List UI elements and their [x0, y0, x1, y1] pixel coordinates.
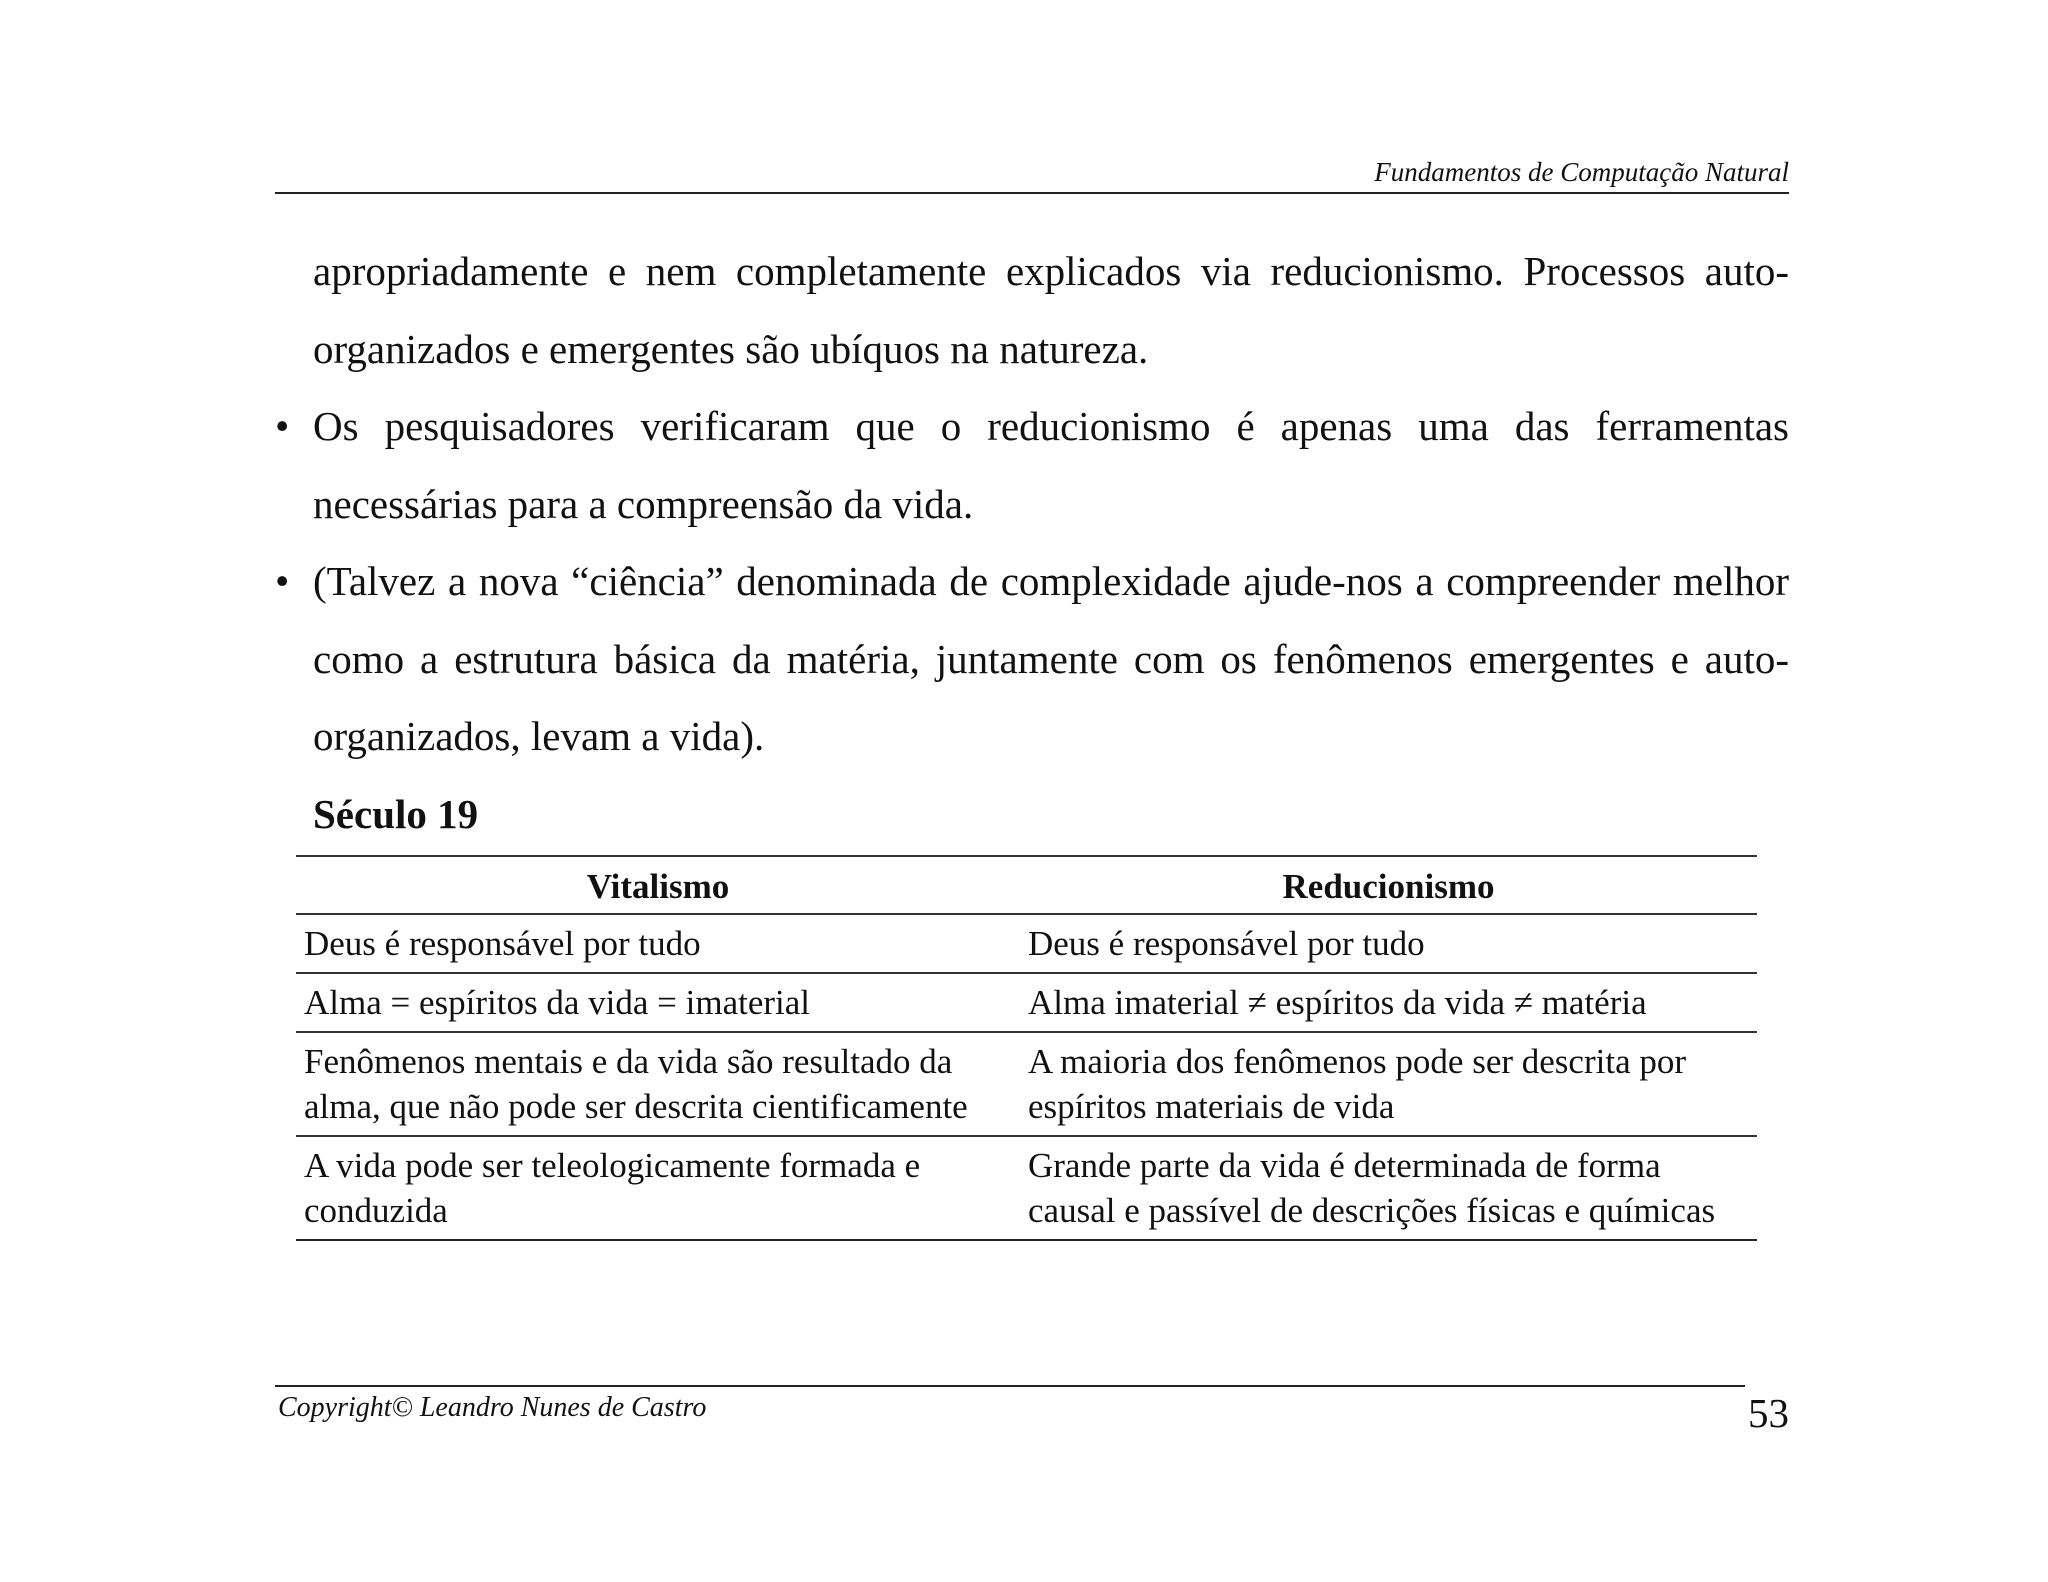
column-header: Reducionismo — [1020, 856, 1757, 914]
table-header-row — [296, 856, 1757, 914]
running-header: Fundamentos de Computação Natural — [1374, 157, 1789, 187]
table-cell: Deus é responsável por tudo — [1020, 914, 1757, 973]
bullet-item — [275, 543, 1789, 776]
bullet-text: Os pesquisadores verificaram que o reducionismo é apenas uma das ferramentas necessárias para a compreensão da vida. — [313, 403, 1789, 527]
table-cell: Alma imaterial ≠ espíritos da vida ≠ matéria — [1020, 973, 1757, 1032]
table-cell: Deus é responsável por tudo — [296, 914, 1020, 973]
bullet-item — [275, 388, 1789, 543]
column-header: Vitalismo — [296, 856, 1020, 914]
bullet-icon: • — [275, 558, 290, 604]
body-text — [275, 233, 1789, 853]
footer-rule — [275, 1385, 1745, 1387]
table-cell: A vida pode ser teleologicamente formada e conduzida — [296, 1136, 1020, 1240]
table-cell: Grande parte da vida é determinada de forma causal e passível de descrições físicas e químicas — [1020, 1136, 1757, 1240]
table-cell: Fenômenos mentais e da vida são resultado da alma, que não pode ser descrita cientificamente — [296, 1032, 1020, 1136]
table-cell: A maioria dos fenômenos pode ser descrita por espíritos materiais de vida — [1020, 1032, 1757, 1136]
bullet-text: (Talvez a nova “ciência” denominada de complexidade ajude-nos a compreender melhor como a estrutura básica da matéria, juntamente com os fenômenos emergentes e auto-organizados, levam a vida). — [313, 558, 1789, 759]
bullet-icon: • — [275, 403, 290, 449]
comparison-table — [296, 855, 1757, 1241]
page-number: 53 — [1748, 1390, 1789, 1436]
continuation-paragraph: apropriadamente e nem completamente explicados via reducionismo. Processos auto-organizados e emergentes são ubíquos na natureza. — [313, 248, 1789, 372]
header-rule — [275, 192, 1789, 194]
table-cell: Alma = espíritos da vida = imaterial — [296, 973, 1020, 1032]
footer-copyright: Copyright© Leandro Nunes de Castro — [278, 1392, 707, 1423]
table-row — [296, 914, 1757, 973]
table-row — [296, 1032, 1757, 1136]
section-heading: Século 19 — [313, 790, 479, 837]
table-row — [296, 1136, 1757, 1240]
table-row — [296, 973, 1757, 1032]
